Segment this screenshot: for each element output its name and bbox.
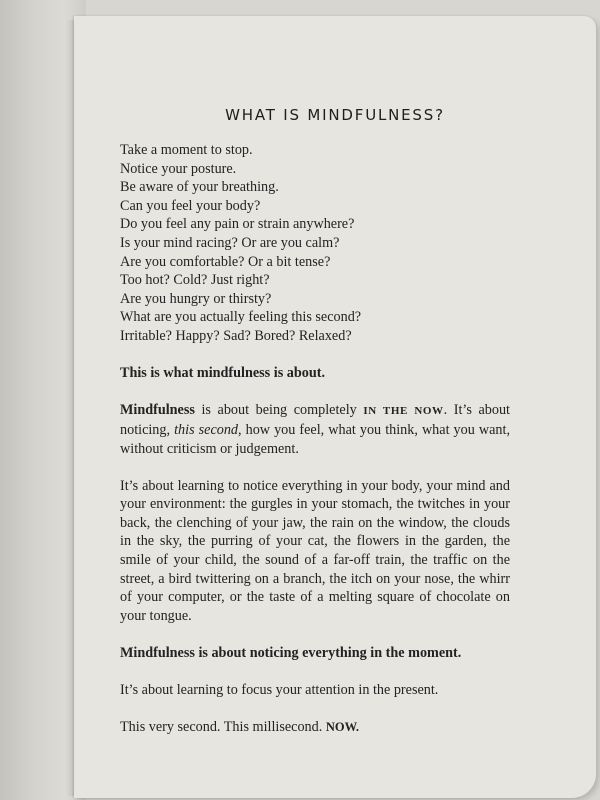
body-text bbox=[120, 141, 510, 756]
text-line: Is your mind racing? Or are you calm? bbox=[120, 234, 340, 251]
text-line: Do you feel any pain or strain anywhere? bbox=[120, 216, 355, 233]
bold-statement: This is what mindfulness is about. bbox=[120, 365, 325, 382]
emphasis-word: Mindfulness bbox=[120, 402, 195, 419]
book-page bbox=[74, 16, 596, 798]
text-line: Notice your posture. bbox=[120, 160, 237, 177]
closing-line bbox=[120, 718, 510, 737]
smallcaps-phrase: IN THE NOW bbox=[363, 405, 444, 418]
opening-questions bbox=[120, 141, 510, 346]
text-line: Are you hungry or thirsty? bbox=[120, 290, 272, 307]
page-title: WHAT IS MINDFULNESS? bbox=[225, 106, 445, 124]
text-line: Be aware of your breathing. bbox=[120, 179, 279, 196]
closing-text: This very second. This millisecond. bbox=[120, 719, 326, 736]
noticing-paragraph: It’s about learning to notice everything in your body, your mind and your environment: the gurgles in your stomach, the twitches in your back, the clenching of your jaw, the rain on the window, the clouds in the sky, the purring of your cat, the flowers in the garden, the smile of your child, the sound of a far-off train, the traffic on the street, a bird twittering on a branch, the itch on your nose, the whirr of your computer, or the taste of a melting square of chocolate on your tongue. bbox=[120, 477, 510, 624]
text-line: Can you feel your body? bbox=[120, 197, 261, 214]
text-line: Too hot? Cold? Just right? bbox=[120, 272, 270, 289]
now-emphasis: NOW. bbox=[325, 720, 360, 735]
definition-paragraph bbox=[120, 401, 510, 458]
paragraph-text: is about being completely bbox=[194, 402, 364, 419]
focus-paragraph: It’s about learning to focus your attention in the present. bbox=[120, 682, 439, 699]
paragraph-text: . It’s about noticing, bbox=[120, 402, 510, 438]
text-line: Are you comfortable? Or a bit tense? bbox=[120, 253, 331, 270]
text-line: What are you actually feeling this second? bbox=[120, 309, 362, 326]
text-line: Take a moment to stop. bbox=[120, 142, 253, 158]
bold-statement: Mindfulness is about noticing everything in the moment. bbox=[120, 645, 462, 662]
italic-phrase: this second bbox=[174, 421, 239, 438]
paragraph-text: , how you feel, what you think, what you want, without criticism or judgement. bbox=[120, 421, 511, 457]
text-line: Irritable? Happy? Sad? Bored? Relaxed? bbox=[120, 327, 352, 344]
